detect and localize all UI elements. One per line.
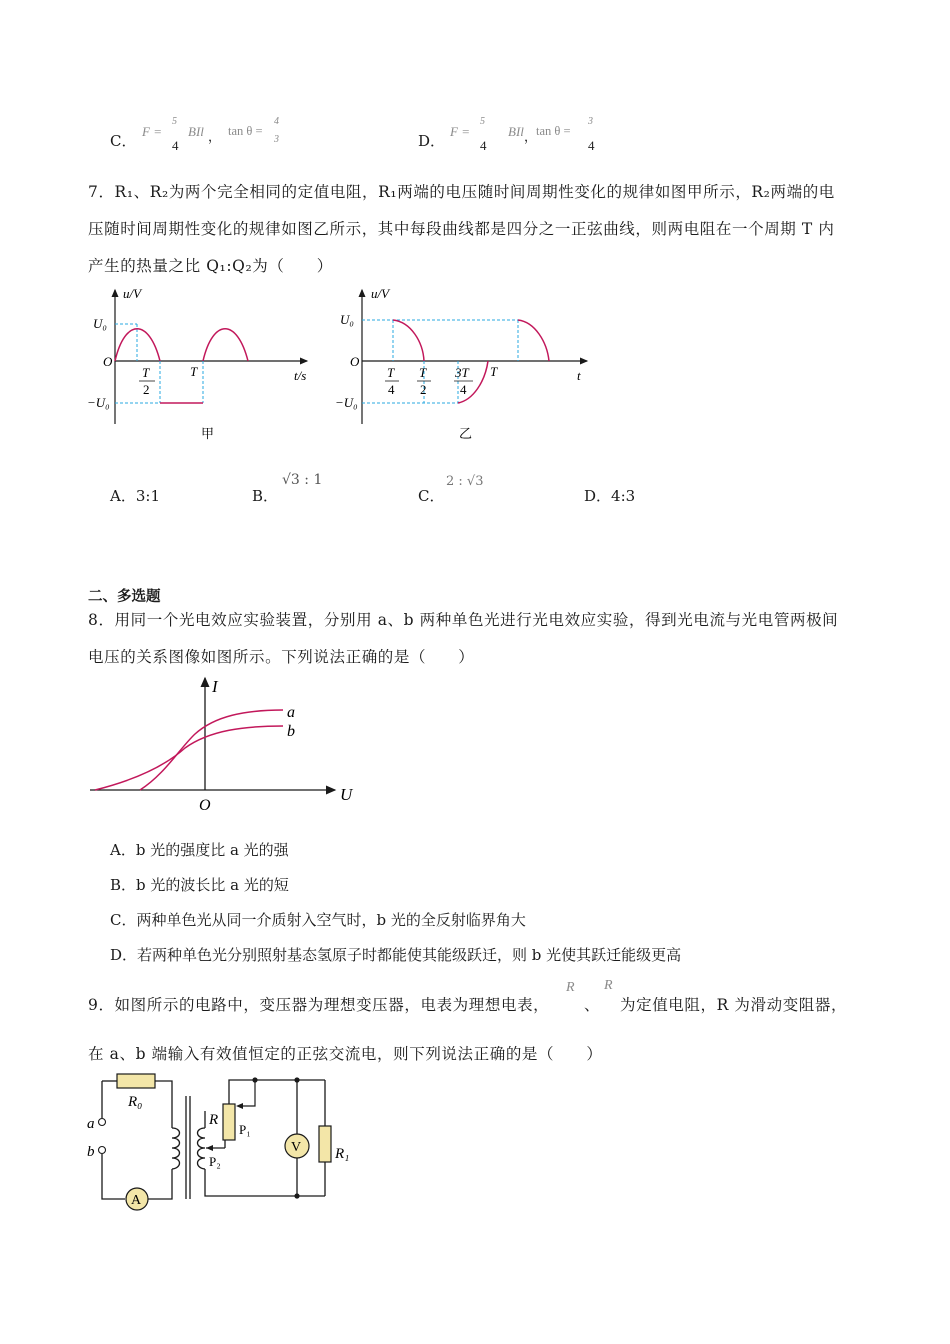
q7-option-c-value: 2 : √3 [446, 474, 484, 489]
q8-curve-a [140, 710, 283, 790]
yi-x-label: t [577, 368, 581, 383]
yi-curve-3 [518, 320, 549, 361]
yi-caption: 乙 [459, 426, 473, 441]
primary-coil [172, 1128, 180, 1169]
jia-neg-u0: −U₀ [87, 395, 110, 410]
rheostat-r [223, 1104, 235, 1140]
yi-half-den: 2 [420, 382, 427, 397]
q8-option-b[interactable]: B．b 光的波长比 a 光的短 [110, 876, 289, 894]
jia-half-den: 2 [143, 382, 150, 397]
resistor-r1 [319, 1126, 331, 1162]
jia-caption: 甲 [201, 426, 215, 441]
q6-option-c[interactable]: C． [110, 132, 137, 150]
jia-u0: U₀ [93, 316, 107, 331]
label-a: a [87, 1116, 95, 1132]
jia-y-label: u/V [123, 286, 142, 301]
section-title-multi-choice: 二、多选题 [88, 589, 161, 605]
yi-period: T [490, 364, 498, 379]
yi-3q-num: 3T [455, 365, 469, 380]
q6-option-d[interactable]: D． [418, 132, 446, 150]
q8-option-d[interactable]: D．若两种单色光分别照射基态氢原子时都能使其能级跃迁，则 b 光使其跃迁能级更高 [110, 946, 682, 964]
q7-option-d[interactable]: D．4:3 [584, 487, 636, 505]
yi-curve-1 [393, 320, 424, 361]
q9-stem-line2: 在 a、b 端输入有效值恒定的正弦交流电，则下列说法正确的是（ ） [88, 1045, 603, 1063]
yi-quarter-den: 4 [388, 382, 395, 397]
q8-option-a[interactable]: A．b 光的强度比 a 光的强 [110, 841, 289, 859]
yi-neg-u0: −U₀ [335, 395, 358, 410]
jia-x-label: t/s [294, 368, 307, 383]
q7-stem-line1: 7．R₁、R₂为两个完全相同的定值电阻，R₁两端的电压随时间周期性变化的规律如图甲所示，R₂两端的电 [88, 183, 835, 201]
q9-stem-line1b: 为定值电阻，R 为滑动变阻器， [620, 996, 848, 1014]
q7-option-c[interactable]: C． [418, 487, 445, 505]
p2-arrow-icon [206, 1145, 213, 1151]
resistor-r0 [117, 1074, 155, 1088]
yi-half-num: T [419, 365, 427, 380]
q6-option-d-formula: F = 5 4 BIl ， tan θ = 3 4 [450, 116, 595, 153]
q8-x-label: U [340, 785, 353, 804]
q8-stem-line1: 8．用同一个光电效应实验装置，分别用 a、b 两种单色光进行光电效应实验，得到光电流与光电管两极间 [88, 611, 839, 629]
q8-label-a: a [287, 704, 295, 721]
q7-figure-yi [335, 282, 595, 447]
jia-curve-2 [203, 329, 248, 361]
terminal-b [99, 1147, 106, 1154]
q8-option-c[interactable]: C．两种单色光从同一介质射入空气时，b 光的全反射临界角大 [110, 911, 526, 929]
label-ammeter: A [131, 1193, 142, 1208]
label-r0: R₀ [128, 1094, 143, 1110]
q8-stem-line2: 电压的关系图像如图所示。下列说法正确的是（ ） [88, 648, 475, 666]
jia-origin: O [103, 354, 113, 369]
q8-figure-iv-curve [85, 672, 365, 817]
yi-origin: O [350, 354, 360, 369]
label-r: R [209, 1112, 219, 1128]
q9-separator: 、 [584, 996, 600, 1014]
q7-stem-line2: 压随时间周期性变化的规律如图乙所示，其中每段曲线都是四分之一正弦曲线，则两电阻在一个周期 T 内 [88, 220, 835, 238]
yi-3q-den: 4 [460, 382, 467, 397]
q7-option-b[interactable]: B． [252, 487, 279, 505]
q8-y-label: I [212, 677, 218, 696]
label-p1: P₁ [239, 1122, 251, 1137]
q9-r-symbol-2: R [604, 978, 613, 993]
q7-stem-line3: 产生的热量之比 Q₁:Q₂为（ ） [88, 257, 333, 275]
q7-figure-jia [85, 282, 330, 447]
label-v: V [291, 1140, 302, 1155]
label-p2: P₂ [209, 1154, 221, 1169]
terminal-a [99, 1119, 106, 1126]
p1-arrow-icon [236, 1103, 243, 1109]
q9-stem-line1a: 9．如图所示的电路中，变压器为理想变压器，电表为理想电表， [88, 996, 550, 1014]
q9-circuit-diagram [85, 1066, 375, 1216]
label-r1: R₁ [335, 1146, 350, 1162]
q8-curve-b [95, 726, 283, 790]
yi-quarter-num: T [387, 365, 395, 380]
yi-y-label: u/V [371, 286, 390, 301]
jia-half-num: T [142, 365, 150, 380]
secondary-coil [198, 1128, 206, 1169]
q6-option-c-formula: F = 5 4 BIl ， tan θ = 4 3 [142, 116, 279, 153]
jia-period: T [190, 364, 198, 379]
q7-option-b-value: √3 : 1 [282, 472, 323, 488]
q8-origin: O [199, 797, 211, 814]
yi-u0: U₀ [340, 312, 354, 327]
q9-r-symbol-1: R [566, 980, 575, 995]
q8-label-b: b [287, 723, 295, 740]
q7-option-a[interactable]: A．3:1 [110, 487, 160, 505]
label-b: b [87, 1144, 95, 1160]
